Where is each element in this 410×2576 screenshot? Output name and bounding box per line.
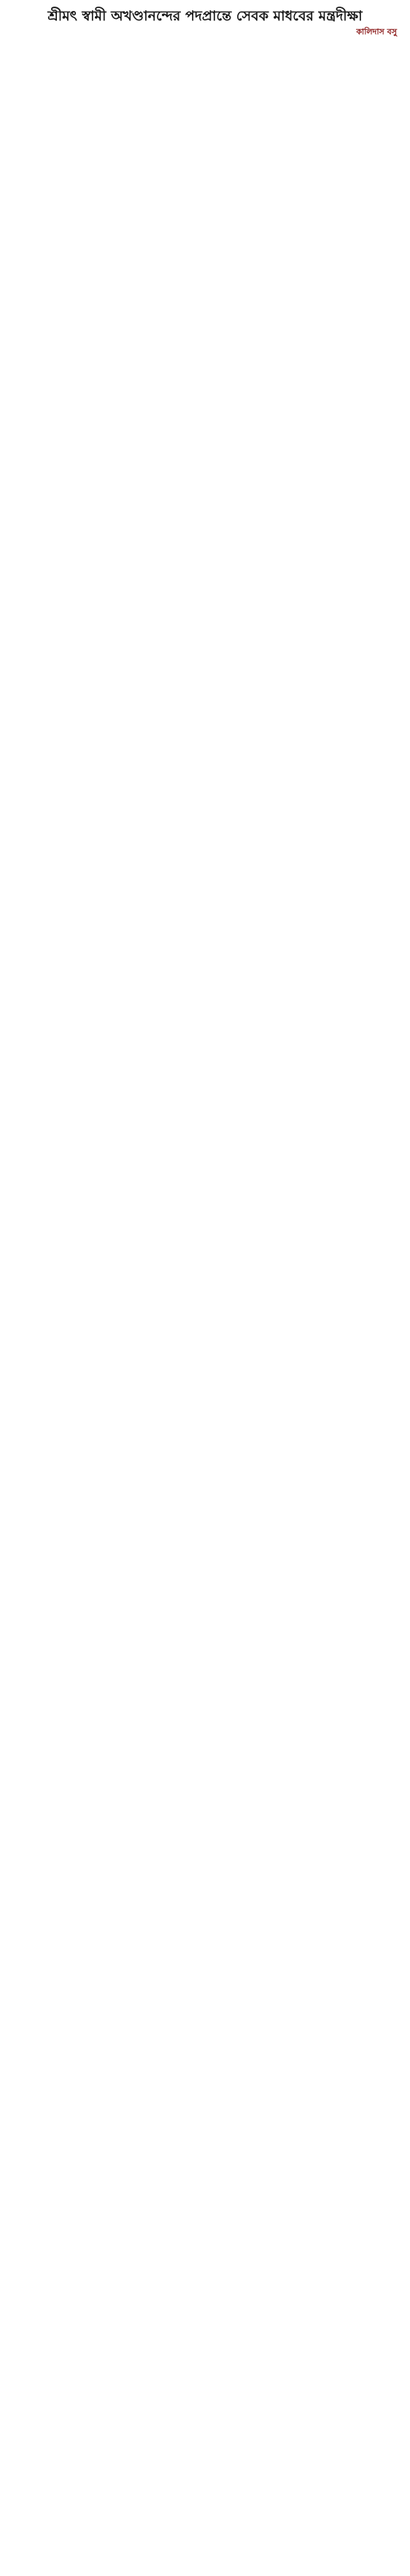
body-paragraph bbox=[9, 367, 401, 378]
body-paragraph bbox=[9, 307, 401, 318]
body-paragraph bbox=[9, 210, 401, 221]
body-paragraph bbox=[9, 415, 401, 426]
body-paragraph bbox=[9, 391, 401, 402]
body-paragraph bbox=[9, 101, 401, 112]
body-paragraph bbox=[9, 88, 401, 99]
body-paragraph bbox=[9, 476, 401, 487]
author-name: কালিদাস বসু bbox=[356, 27, 397, 37]
body-paragraph bbox=[9, 355, 401, 366]
body-paragraph bbox=[9, 452, 401, 463]
body-paragraph bbox=[9, 428, 401, 439]
body-paragraph bbox=[9, 464, 401, 475]
body-paragraph bbox=[9, 149, 401, 160]
body-paragraph bbox=[9, 185, 401, 196]
body-paragraph bbox=[9, 283, 401, 294]
body-paragraph bbox=[9, 488, 401, 499]
body-paragraph bbox=[9, 113, 401, 124]
article-body bbox=[9, 40, 401, 2574]
body-paragraph bbox=[9, 161, 401, 172]
body-paragraph bbox=[9, 198, 401, 209]
body-paragraph bbox=[9, 234, 401, 245]
body-paragraph bbox=[9, 331, 401, 342]
body-paragraph bbox=[9, 343, 401, 354]
body-paragraph bbox=[9, 40, 401, 51]
body-paragraph bbox=[9, 246, 401, 257]
body-paragraph bbox=[9, 270, 401, 281]
body-paragraph bbox=[9, 77, 401, 88]
article-title: শ্রীমৎ স্বামী অখণ্ডানন্দের পদপ্রান্তে সেবক মাধবের মন্ত্রদীক্ষা bbox=[47, 8, 363, 24]
body-paragraph bbox=[9, 380, 401, 391]
body-paragraph bbox=[9, 440, 401, 451]
body-paragraph bbox=[9, 125, 401, 136]
body-paragraph bbox=[9, 222, 401, 233]
body-paragraph bbox=[9, 258, 401, 269]
body-paragraph bbox=[9, 174, 401, 185]
body-paragraph bbox=[9, 64, 401, 75]
body-paragraph bbox=[9, 404, 401, 415]
body-paragraph bbox=[9, 319, 401, 330]
body-paragraph bbox=[9, 501, 401, 512]
body-paragraph bbox=[9, 137, 401, 148]
body-paragraph bbox=[9, 294, 401, 305]
body-paragraph bbox=[9, 53, 401, 64]
